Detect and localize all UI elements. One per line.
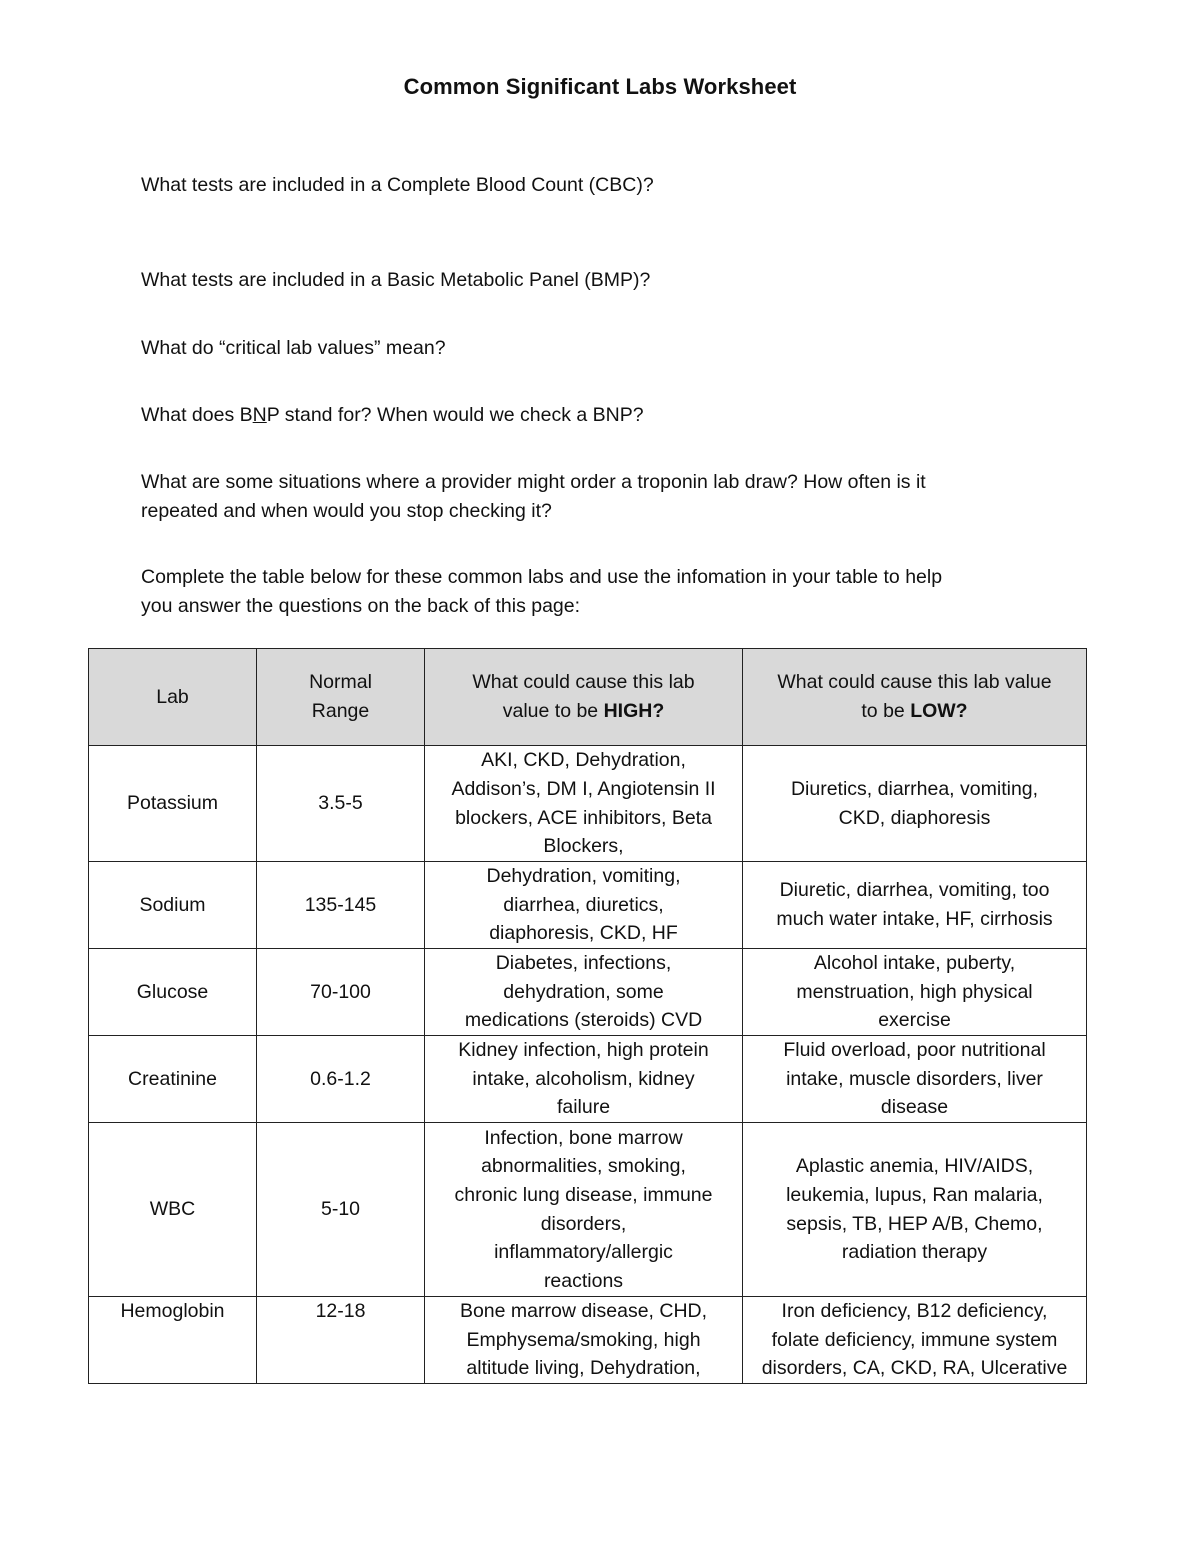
labs-table [88, 648, 1087, 1384]
cell-high [425, 1036, 743, 1123]
header-high-causes [425, 649, 743, 746]
cell-range: 70-100 [257, 949, 425, 1036]
cell-line: menstruation, high physical [796, 980, 1033, 1003]
question-bnp-underlined: N [252, 404, 267, 426]
cell-line: Alcohol intake, puberty, [813, 952, 1016, 975]
cell-line: inflammatory/allergic [494, 1241, 673, 1264]
cell-low [743, 862, 1087, 949]
cell-line: Dehydration, vomiting, [486, 865, 681, 888]
cell-line: failure [556, 1096, 611, 1119]
table-row-wbc [89, 1123, 1087, 1297]
cell-line: abnormalities, smoking, [481, 1155, 686, 1178]
cell-line: Iron deficiency, B12 deficiency, [781, 1300, 1048, 1322]
header-range-line2: Range [311, 700, 370, 722]
header-lab: Lab [89, 649, 257, 746]
cell-low [743, 1036, 1087, 1123]
header-low-causes [743, 649, 1087, 746]
table-row-creatinine [89, 1036, 1087, 1123]
cell-line: Addison’s, DM I, Angiotensin II [451, 777, 716, 800]
cell-low [743, 1297, 1087, 1384]
question-bmp: What tests are included in a Basic Metabolic Panel (BMP)? [141, 269, 651, 291]
cell-lab: WBC [89, 1123, 257, 1297]
question-bnp [141, 401, 1061, 430]
header-high-bold: HIGH? [603, 700, 665, 722]
cell-range: 5-10 [257, 1123, 425, 1297]
header-high-line2 [431, 697, 736, 726]
question-troponin-line1: What are some situations where a provider might order a troponin lab draw? How often is it [141, 471, 926, 493]
cell-line: altitude living, Dehydration, [466, 1357, 701, 1380]
cell-line: AKI, CKD, Dehydration, [481, 749, 686, 772]
cell-line: intake, alcoholism, kidney [472, 1067, 695, 1090]
cell-line: disorders, [540, 1212, 627, 1235]
cell-high [425, 949, 743, 1036]
cell-line: Bone marrow disease, CHD, [459, 1300, 708, 1322]
question-cbc: What tests are included in a Complete Blood Count (CBC)? [141, 174, 654, 196]
header-high-text: value to be [502, 700, 604, 722]
cell-range: 3.5-5 [257, 746, 425, 862]
header-high-line1: What could cause this lab [472, 671, 695, 694]
cell-line: disorders, CA, CKD, RA, Ulcerative [761, 1357, 1068, 1380]
cell-high [425, 862, 743, 949]
cell-range: 0.6-1.2 [257, 1036, 425, 1123]
cell-line: radiation therapy [841, 1241, 988, 1264]
header-low-line1: What could cause this lab value [777, 671, 1052, 694]
question-troponin [141, 468, 1061, 526]
question-critical-values: What do “critical lab values” mean? [141, 337, 446, 359]
cell-line: Aplastic anemia, HIV/AIDS, [795, 1155, 1034, 1178]
header-low-text: to be [861, 700, 911, 722]
cell-line: sepsis, TB, HEP A/B, Chemo, [786, 1212, 1043, 1235]
cell-lab: Glucose [89, 949, 257, 1036]
header-range-line1: Normal [309, 671, 372, 694]
cell-lab: Sodium [89, 862, 257, 949]
table-instructions-line2: you answer the questions on the back of this page: [141, 595, 581, 617]
question-bnp-part1: What does B [141, 404, 253, 426]
cell-lab: Hemoglobin [89, 1297, 257, 1384]
cell-low [743, 949, 1087, 1036]
cell-line: Diuretics, diarrhea, vomiting, [790, 777, 1039, 800]
cell-line: Diuretic, diarrhea, vomiting, too [779, 879, 1050, 902]
question-bnp-part2: P stand for? When would we check a BNP? [266, 404, 644, 426]
header-normal-range [257, 649, 425, 746]
cell-line: Emphysema/smoking, high [466, 1328, 701, 1351]
table-row-sodium [89, 862, 1087, 949]
cell-line: much water intake, HF, cirrhosis [776, 908, 1053, 930]
table-row-glucose [89, 949, 1087, 1036]
cell-low [743, 1123, 1087, 1297]
header-low-line2 [749, 697, 1080, 726]
cell-line: reactions [543, 1269, 624, 1292]
table-row-hemoglobin [89, 1297, 1087, 1384]
page-title: Common Significant Labs Worksheet [403, 74, 797, 99]
cell-line: dehydration, some [503, 980, 664, 1003]
cell-high [425, 1297, 743, 1384]
table-header-row [89, 649, 1087, 746]
cell-high [425, 746, 743, 862]
cell-line: exercise [878, 1009, 951, 1032]
question-troponin-line2: repeated and when would you stop checking it? [141, 500, 552, 522]
table-row-potassium [89, 746, 1087, 862]
cell-line: diaphoresis, CKD, HF [489, 922, 678, 945]
cell-line: leukemia, lupus, Ran malaria, [786, 1183, 1043, 1206]
cell-range: 12-18 [257, 1297, 425, 1384]
table-instructions-line1: Complete the table below for these common labs and use the infomation in your table to help [141, 566, 943, 588]
cell-line: folate deficiency, immune system [771, 1328, 1058, 1351]
cell-lab: Potassium [89, 746, 257, 862]
cell-line: CKD, diaphoresis [838, 806, 991, 829]
cell-line: blockers, ACE inhibitors, Beta [455, 806, 712, 829]
cell-line: medications (steroids) CVD [464, 1009, 703, 1032]
table-instructions [141, 563, 1061, 621]
cell-line: Blockers, [543, 835, 624, 858]
cell-high [425, 1123, 743, 1297]
cell-line: diarrhea, diuretics, [503, 893, 664, 916]
cell-line: Fluid overload, poor nutritional [783, 1039, 1046, 1062]
cell-line: Kidney infection, high protein [458, 1039, 709, 1062]
cell-line: Diabetes, infections, [495, 952, 672, 975]
cell-lab: Creatinine [89, 1036, 257, 1123]
cell-line: Infection, bone marrow [484, 1126, 683, 1149]
cell-line: chronic lung disease, immune [454, 1183, 713, 1206]
cell-line: intake, muscle disorders, liver [786, 1067, 1043, 1090]
cell-low [743, 746, 1087, 862]
header-low-bold: LOW? [910, 700, 968, 722]
cell-range: 135-145 [257, 862, 425, 949]
cell-line: disease [880, 1096, 949, 1119]
